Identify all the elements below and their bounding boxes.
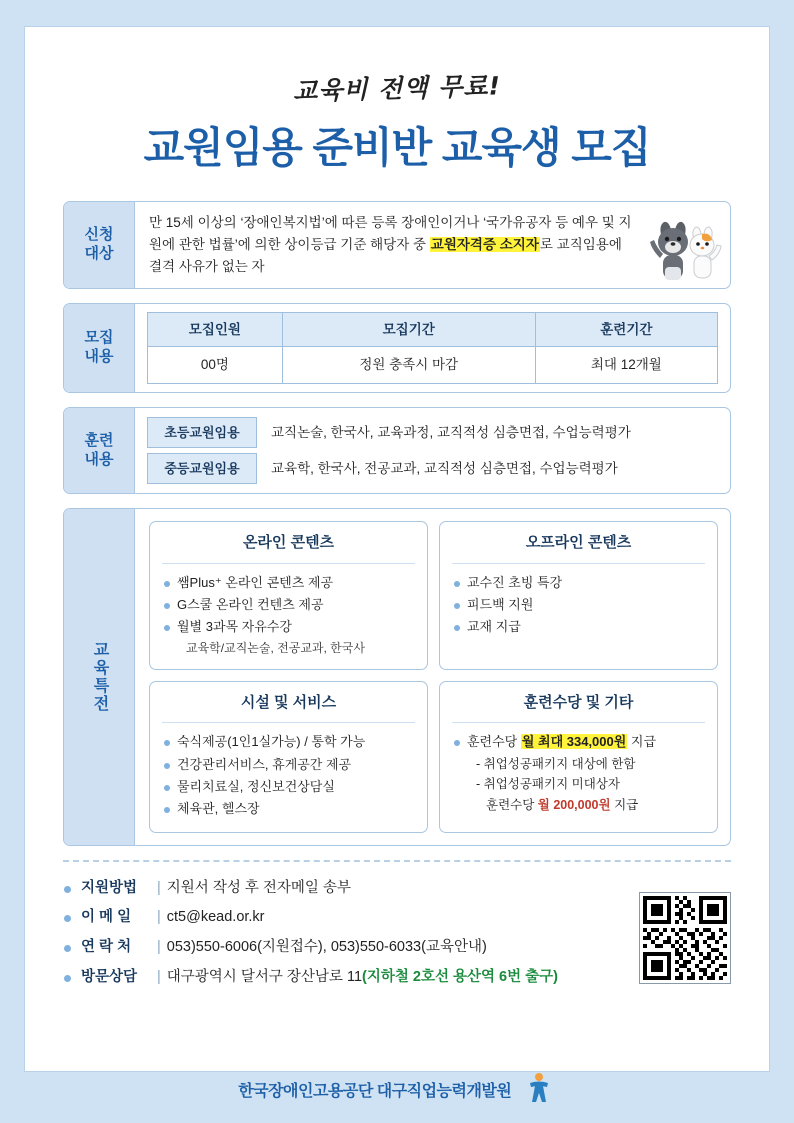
benefit-card-online-list [162, 572, 415, 639]
section-benefits-body [135, 509, 730, 844]
allowance-suffix: 지급 [627, 734, 657, 750]
section-training-label-line1: 훈련 [84, 432, 114, 450]
section-eligibility-label [64, 202, 135, 288]
benefit-card-facilities-title: 시설 및 서비스 [162, 691, 415, 723]
table-header-row [148, 312, 718, 347]
list-item: 숙식제공(1인1실가능) / 통학 가능 [162, 731, 415, 753]
benefit-card-allowance-title: 훈련수당 및 기타 [452, 691, 705, 723]
contact-value-visit: 대구광역시 달서구 장산남로 11 [166, 968, 363, 985]
training-row-elementary [147, 417, 718, 448]
list-item: 체육관, 헬스장 [162, 798, 415, 820]
list-item: 피드백 지원 [452, 594, 705, 616]
allowance-sub-suffix: 지급 [610, 798, 639, 813]
contact-sep: | [157, 939, 161, 956]
mascot-characters-icon [632, 212, 724, 290]
poster-page [24, 26, 770, 1072]
list-item [452, 731, 705, 753]
contact-sep: | [157, 909, 161, 926]
section-recruit-body [135, 304, 730, 393]
list-item: 물리치료실, 정신보건상담실 [162, 776, 415, 798]
section-training-label-line2: 내용 [84, 450, 114, 468]
contact-key-email: 이 메 일 [81, 909, 132, 926]
contact-item-visit [63, 963, 731, 993]
section-eligibility [63, 201, 731, 289]
eligibility-highlight: 교원자격증 소지자 [430, 236, 539, 252]
benefit-card-offline-list [452, 572, 705, 639]
recruit-header-0: 모집인원 [148, 312, 283, 347]
training-chip-elementary: 초등교원임용 [147, 417, 257, 448]
eligibility-text-after: 로 교직임용에 결격 사유가 없는 자 [149, 236, 622, 274]
table-row [148, 347, 718, 384]
section-training [63, 407, 731, 494]
section-training-body [135, 408, 730, 493]
section-eligibility-label-line2: 대상 [84, 244, 114, 262]
recruit-header-1: 모집기간 [282, 312, 535, 347]
benefit-card-offline [439, 521, 718, 670]
allowance-dash-2: - 취업성공패키지 미대상자 [476, 777, 620, 792]
section-recruit [63, 303, 731, 394]
list-item: 건강관리서비스, 휴게공간 제공 [162, 754, 415, 776]
benefit-card-online-note: 교육학/교직논술, 전공교과, 한국사 [186, 640, 365, 655]
list-item: G스쿨 온라인 컨텐츠 제공 [162, 594, 415, 616]
benefits-grid [149, 521, 718, 832]
recruit-header-2: 훈련기간 [535, 312, 717, 347]
section-benefits-label: 교육특전 [64, 509, 135, 844]
list-item: 월별 3과목 자유수강 [162, 616, 415, 638]
contact-sep: | [157, 879, 161, 896]
training-row-secondary [147, 453, 718, 484]
contact-key-visit: 방문상담 [81, 968, 138, 985]
footer-brand [0, 1070, 794, 1123]
benefit-card-facilities-list [162, 731, 415, 820]
allowance-dash-2-sub [452, 795, 705, 816]
training-text-elementary: 교직논술, 한국사, 교육과정, 교직적성 심층면접, 수업능력평가 [271, 424, 631, 440]
contact-item-phone [63, 933, 731, 963]
benefit-card-offline-title: 오프라인 콘텐츠 [452, 531, 705, 563]
section-eligibility-label-line1: 신청 [84, 226, 114, 244]
recruit-value-1: 정원 충족시 마감 [282, 347, 535, 384]
contact-key-phone: 연 락 처 [81, 939, 132, 956]
section-eligibility-body [135, 202, 730, 288]
eligibility-text-before: 만 15세 이상의 ‘장애인복지법’에 따른 등록 장애인이거나 ‘국가유공자 등 예우 및 지원에 관한 법률’에 의한 상이등급 기준 해당자 중 [149, 215, 632, 252]
footer-brand-text: 한국장애인고용공단 대구직업능력개발원 [238, 1083, 512, 1100]
section-recruit-label-line1: 모집 [84, 329, 114, 347]
list-item: 쌤Plus⁺ 온라인 콘텐츠 제공 [162, 572, 415, 594]
benefit-card-facilities [149, 681, 428, 833]
allowance-highlight: 월 최대 334,000원 [521, 734, 627, 750]
allowance-sub-prefix: 훈련수당 [486, 798, 538, 813]
benefit-card-online [149, 521, 428, 670]
page-title: 교원임용 준비반 교육생 모집 [143, 124, 651, 171]
allowance-dash-1: - 취업성공패키지 대상에 한함 [476, 756, 636, 771]
list-item: 교수진 초빙 특강 [452, 572, 705, 594]
contact-value-phone: 053)550-6006(지원접수), 053)550-6033(교육안내) [166, 939, 487, 956]
training-chip-secondary: 중등교원임용 [147, 453, 257, 484]
section-recruit-label-line2: 내용 [84, 347, 114, 365]
contact-item-email [63, 903, 731, 933]
section-training-label [64, 408, 135, 493]
allowance-prefix: 훈련수당 [467, 734, 521, 750]
contact-list [63, 874, 731, 993]
contact-value-email[interactable]: ct5@kead.or.kr [166, 909, 265, 926]
kead-logo-icon [522, 1070, 556, 1109]
contact-item-apply [63, 874, 731, 904]
recruit-table [147, 312, 718, 385]
contact-block [63, 874, 731, 993]
recruit-value-2: 최대 12개월 [535, 347, 717, 384]
training-text-secondary: 교육학, 한국사, 전공교과, 교직적성 심층면접, 수업능력평가 [271, 460, 618, 476]
allowance-sub-highlight: 월 200,000원 [537, 798, 611, 813]
benefit-card-allowance-list [452, 731, 705, 753]
contact-key-apply: 지원방법 [81, 879, 138, 896]
benefit-card-allowance [439, 681, 718, 833]
qr-code[interactable] [639, 892, 731, 984]
contact-value-visit-subway: (지하철 2호선 용산역 6번 출구) [362, 968, 558, 985]
contact-sep: | [157, 968, 161, 985]
section-benefits [63, 508, 731, 845]
benefit-card-online-title: 온라인 콘텐츠 [162, 531, 415, 563]
recruit-value-0: 00명 [148, 347, 283, 384]
divider [63, 860, 731, 862]
poster-header [25, 27, 769, 175]
list-item: 교재 지급 [452, 616, 705, 638]
contact-value-apply: 지원서 작성 후 전자메일 송부 [166, 879, 351, 896]
section-recruit-label [64, 304, 135, 393]
poster-kicker: 교육비 전액 무료! [292, 71, 502, 106]
